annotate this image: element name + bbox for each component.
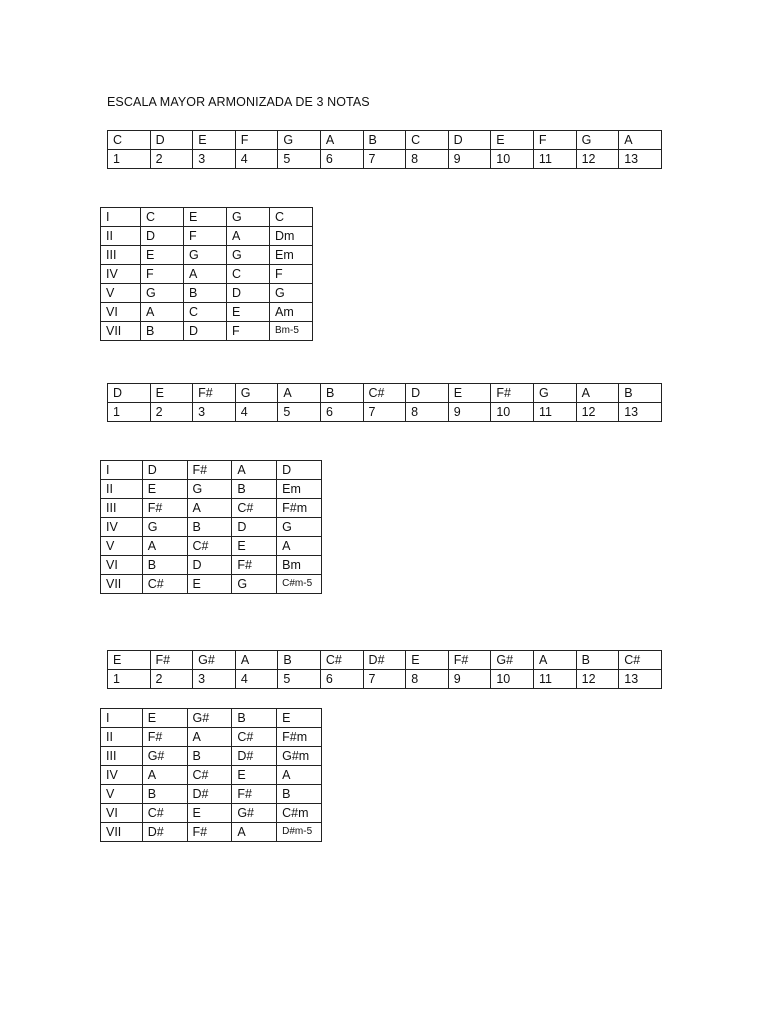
chord-root-cell: E xyxy=(141,246,184,265)
chord-name-cell: F#m xyxy=(277,499,322,518)
scale-number-cell: 5 xyxy=(278,670,321,689)
chord-name-cell: G xyxy=(270,284,313,303)
chord-degree-cell: I xyxy=(101,709,143,728)
chord-degree-cell: IV xyxy=(101,265,141,284)
chord-fifth-cell: D# xyxy=(232,747,277,766)
chord-table-e xyxy=(100,708,322,842)
chord-row xyxy=(101,728,322,747)
scale-number-cell: 2 xyxy=(150,150,193,169)
chord-row xyxy=(101,208,313,227)
scale-numbers-row xyxy=(108,670,662,689)
chord-name-cell: Bm xyxy=(277,556,322,575)
scale-number-cell: 12 xyxy=(576,150,619,169)
chord-row xyxy=(101,303,313,322)
scale-note-cell: F# xyxy=(491,384,534,403)
scale-note-cell: E xyxy=(150,384,193,403)
scale-note-cell: B xyxy=(576,651,619,670)
chord-root-cell: A xyxy=(142,766,187,785)
chord-degree-cell: I xyxy=(101,461,143,480)
chord-table-d xyxy=(100,460,322,594)
chord-third-cell: D xyxy=(184,322,227,341)
chord-root-cell: B xyxy=(142,556,187,575)
scale-note-cell: E xyxy=(406,651,449,670)
scale-number-cell: 12 xyxy=(576,403,619,422)
scale-notes-row xyxy=(108,384,662,403)
chord-row xyxy=(101,461,322,480)
chord-name-cell: Em xyxy=(270,246,313,265)
scale-number-cell: 6 xyxy=(320,150,363,169)
scale-number-cell: 1 xyxy=(108,403,151,422)
chord-row xyxy=(101,575,322,594)
scale-number-cell: 9 xyxy=(448,403,491,422)
scale-note-cell: G# xyxy=(491,651,534,670)
scale-table-e xyxy=(107,650,662,689)
chord-fifth-cell: A xyxy=(227,227,270,246)
scale-number-cell: 6 xyxy=(320,670,363,689)
chord-third-cell: F xyxy=(184,227,227,246)
scale-note-cell: G# xyxy=(193,651,236,670)
chord-root-cell: B xyxy=(142,785,187,804)
chord-name-cell: Am xyxy=(270,303,313,322)
chord-root-cell: A xyxy=(141,303,184,322)
chord-row xyxy=(101,322,313,341)
chord-fifth-cell: D xyxy=(227,284,270,303)
chord-third-cell: B xyxy=(187,747,232,766)
chord-third-cell: C xyxy=(184,303,227,322)
scale-note-cell: B xyxy=(363,131,406,150)
scale-note-cell: C xyxy=(108,131,151,150)
chord-degree-cell: III xyxy=(101,246,141,265)
chord-fifth-cell: F xyxy=(227,322,270,341)
scale-note-cell: A xyxy=(320,131,363,150)
scale-note-cell: G xyxy=(576,131,619,150)
chord-fifth-cell: F# xyxy=(232,556,277,575)
chord-degree-cell: I xyxy=(101,208,141,227)
scale-number-cell: 10 xyxy=(491,403,534,422)
chord-name-cell: C#m xyxy=(277,804,322,823)
chord-fifth-cell: G xyxy=(232,575,277,594)
scale-note-cell: E xyxy=(448,384,491,403)
chord-fifth-cell: C# xyxy=(232,499,277,518)
chord-root-cell: C xyxy=(141,208,184,227)
scale-note-cell: G xyxy=(278,131,321,150)
scale-number-cell: 2 xyxy=(150,670,193,689)
chord-third-cell: E xyxy=(187,804,232,823)
chord-root-cell: F# xyxy=(142,499,187,518)
chord-name-cell: G xyxy=(277,518,322,537)
chord-name-cell: E xyxy=(277,709,322,728)
scale-number-cell: 3 xyxy=(193,150,236,169)
chord-row xyxy=(101,537,322,556)
scale-number-cell: 13 xyxy=(619,670,662,689)
chord-root-cell: G xyxy=(142,518,187,537)
chord-degree-cell: VI xyxy=(101,556,143,575)
chord-third-cell: E xyxy=(184,208,227,227)
scale-number-cell: 4 xyxy=(235,150,278,169)
chord-third-cell: C# xyxy=(187,537,232,556)
chord-name-cell: F xyxy=(270,265,313,284)
chord-third-cell: C# xyxy=(187,766,232,785)
chord-degree-cell: II xyxy=(101,227,141,246)
chord-degree-cell: VI xyxy=(101,804,143,823)
chord-fifth-cell: A xyxy=(232,823,277,842)
scale-note-cell: A xyxy=(619,131,662,150)
chord-name-cell: C#m-5 xyxy=(277,575,322,594)
scale-note-cell: F# xyxy=(193,384,236,403)
chord-row xyxy=(101,227,313,246)
chord-fifth-cell: G# xyxy=(232,804,277,823)
chord-third-cell: A xyxy=(187,499,232,518)
scale-note-cell: D xyxy=(108,384,151,403)
chord-degree-cell: VI xyxy=(101,303,141,322)
chord-degree-cell: VII xyxy=(101,823,143,842)
scale-note-cell: A xyxy=(534,651,577,670)
scale-number-cell: 8 xyxy=(406,150,449,169)
chord-third-cell: G xyxy=(184,246,227,265)
chord-name-cell: C xyxy=(270,208,313,227)
chord-root-cell: D xyxy=(142,461,187,480)
chord-name-cell: Bm-5 xyxy=(270,322,313,341)
scale-note-cell: A xyxy=(235,651,278,670)
chord-root-cell: B xyxy=(141,322,184,341)
scale-note-cell: E xyxy=(108,651,151,670)
scale-numbers-row xyxy=(108,150,662,169)
chord-third-cell: E xyxy=(187,575,232,594)
scale-number-cell: 8 xyxy=(406,670,449,689)
chord-fifth-cell: E xyxy=(227,303,270,322)
chord-third-cell: B xyxy=(187,518,232,537)
chord-row xyxy=(101,747,322,766)
scale-number-cell: 11 xyxy=(534,670,577,689)
scale-number-cell: 5 xyxy=(278,403,321,422)
chord-name-cell: B xyxy=(277,785,322,804)
scale-number-cell: 3 xyxy=(193,670,236,689)
scale-note-cell: D xyxy=(150,131,193,150)
chord-degree-cell: IV xyxy=(101,518,143,537)
chord-row xyxy=(101,785,322,804)
scale-note-cell: B xyxy=(320,384,363,403)
chord-name-cell: A xyxy=(277,537,322,556)
chord-fifth-cell: G xyxy=(227,246,270,265)
scale-number-cell: 9 xyxy=(448,670,491,689)
scale-note-cell: E xyxy=(491,131,534,150)
chord-name-cell: G#m xyxy=(277,747,322,766)
chord-row xyxy=(101,556,322,575)
scale-note-cell: A xyxy=(576,384,619,403)
chord-fifth-cell: C xyxy=(227,265,270,284)
chord-degree-cell: IV xyxy=(101,766,143,785)
chord-root-cell: G xyxy=(141,284,184,303)
scale-number-cell: 12 xyxy=(576,670,619,689)
scale-note-cell: B xyxy=(278,651,321,670)
scale-note-cell: C xyxy=(406,131,449,150)
scale-number-cell: 7 xyxy=(363,670,406,689)
chord-degree-cell: III xyxy=(101,499,143,518)
chord-degree-cell: V xyxy=(101,537,143,556)
chord-row xyxy=(101,480,322,499)
scale-number-cell: 13 xyxy=(619,403,662,422)
scale-note-cell: F xyxy=(533,131,576,150)
scale-note-cell: F# xyxy=(448,651,491,670)
scale-number-cell: 13 xyxy=(619,150,662,169)
chord-root-cell: D# xyxy=(142,823,187,842)
chord-degree-cell: II xyxy=(101,480,143,499)
scale-note-cell: A xyxy=(278,384,321,403)
chord-third-cell: F# xyxy=(187,461,232,480)
page-title: ESCALA MAYOR ARMONIZADA DE 3 NOTAS xyxy=(107,95,370,109)
scale-note-cell: C# xyxy=(619,651,662,670)
chord-third-cell: G xyxy=(187,480,232,499)
chord-row xyxy=(101,246,313,265)
chord-row xyxy=(101,518,322,537)
chord-fifth-cell: E xyxy=(232,537,277,556)
scale-number-cell: 4 xyxy=(235,670,278,689)
scale-number-cell: 11 xyxy=(533,403,576,422)
chord-degree-cell: VII xyxy=(101,575,143,594)
scale-number-cell: 6 xyxy=(320,403,363,422)
scale-table-c xyxy=(107,130,662,169)
chord-root-cell: F xyxy=(141,265,184,284)
scale-note-cell: F xyxy=(235,131,278,150)
chord-degree-cell: VII xyxy=(101,322,141,341)
scale-note-cell: E xyxy=(193,131,236,150)
chord-root-cell: C# xyxy=(142,804,187,823)
scale-notes-row xyxy=(108,131,662,150)
chord-name-cell: D#m-5 xyxy=(277,823,322,842)
scale-note-cell: C# xyxy=(363,384,406,403)
chord-degree-cell: II xyxy=(101,728,143,747)
chord-name-cell: Dm xyxy=(270,227,313,246)
chord-third-cell: B xyxy=(184,284,227,303)
scale-number-cell: 1 xyxy=(108,150,151,169)
chord-name-cell: D xyxy=(277,461,322,480)
chord-third-cell: A xyxy=(184,265,227,284)
scale-number-cell: 3 xyxy=(193,403,236,422)
scale-note-cell: C# xyxy=(320,651,363,670)
chord-degree-cell: V xyxy=(101,785,143,804)
chord-root-cell: C# xyxy=(142,575,187,594)
scale-note-cell: D xyxy=(448,131,491,150)
chord-row xyxy=(101,499,322,518)
chord-root-cell: E xyxy=(142,709,187,728)
chord-fifth-cell: G xyxy=(227,208,270,227)
scale-note-cell: D# xyxy=(363,651,406,670)
scale-number-cell: 1 xyxy=(108,670,151,689)
chord-fifth-cell: B xyxy=(232,709,277,728)
chord-name-cell: F#m xyxy=(277,728,322,747)
scale-note-cell: D xyxy=(406,384,449,403)
chord-degree-cell: V xyxy=(101,284,141,303)
scale-number-cell: 7 xyxy=(363,403,406,422)
scale-note-cell: G xyxy=(533,384,576,403)
scale-number-cell: 11 xyxy=(533,150,576,169)
chord-root-cell: E xyxy=(142,480,187,499)
chord-name-cell: A xyxy=(277,766,322,785)
scale-number-cell: 10 xyxy=(491,670,534,689)
scale-note-cell: B xyxy=(619,384,662,403)
chord-root-cell: D xyxy=(141,227,184,246)
chord-table-c xyxy=(100,207,313,341)
scale-table-d xyxy=(107,383,662,422)
chord-fifth-cell: E xyxy=(232,766,277,785)
chord-root-cell: G# xyxy=(142,747,187,766)
chord-third-cell: F# xyxy=(187,823,232,842)
chord-fifth-cell: C# xyxy=(232,728,277,747)
chord-third-cell: D# xyxy=(187,785,232,804)
chord-root-cell: F# xyxy=(142,728,187,747)
chord-third-cell: D xyxy=(187,556,232,575)
scale-note-cell: F# xyxy=(150,651,193,670)
chord-fifth-cell: B xyxy=(232,480,277,499)
scale-number-cell: 4 xyxy=(235,403,278,422)
chord-fifth-cell: A xyxy=(232,461,277,480)
scale-numbers-row xyxy=(108,403,662,422)
chord-degree-cell: III xyxy=(101,747,143,766)
chord-third-cell: A xyxy=(187,728,232,747)
scale-note-cell: G xyxy=(235,384,278,403)
chord-row xyxy=(101,766,322,785)
scale-number-cell: 10 xyxy=(491,150,534,169)
chord-root-cell: A xyxy=(142,537,187,556)
chord-row xyxy=(101,265,313,284)
chord-fifth-cell: F# xyxy=(232,785,277,804)
chord-row xyxy=(101,709,322,728)
chord-row xyxy=(101,804,322,823)
scale-number-cell: 2 xyxy=(150,403,193,422)
chord-fifth-cell: D xyxy=(232,518,277,537)
chord-row xyxy=(101,823,322,842)
chord-third-cell: G# xyxy=(187,709,232,728)
scale-number-cell: 5 xyxy=(278,150,321,169)
scale-number-cell: 9 xyxy=(448,150,491,169)
scale-notes-row xyxy=(108,651,662,670)
chord-row xyxy=(101,284,313,303)
chord-name-cell: Em xyxy=(277,480,322,499)
scale-number-cell: 7 xyxy=(363,150,406,169)
scale-number-cell: 8 xyxy=(406,403,449,422)
